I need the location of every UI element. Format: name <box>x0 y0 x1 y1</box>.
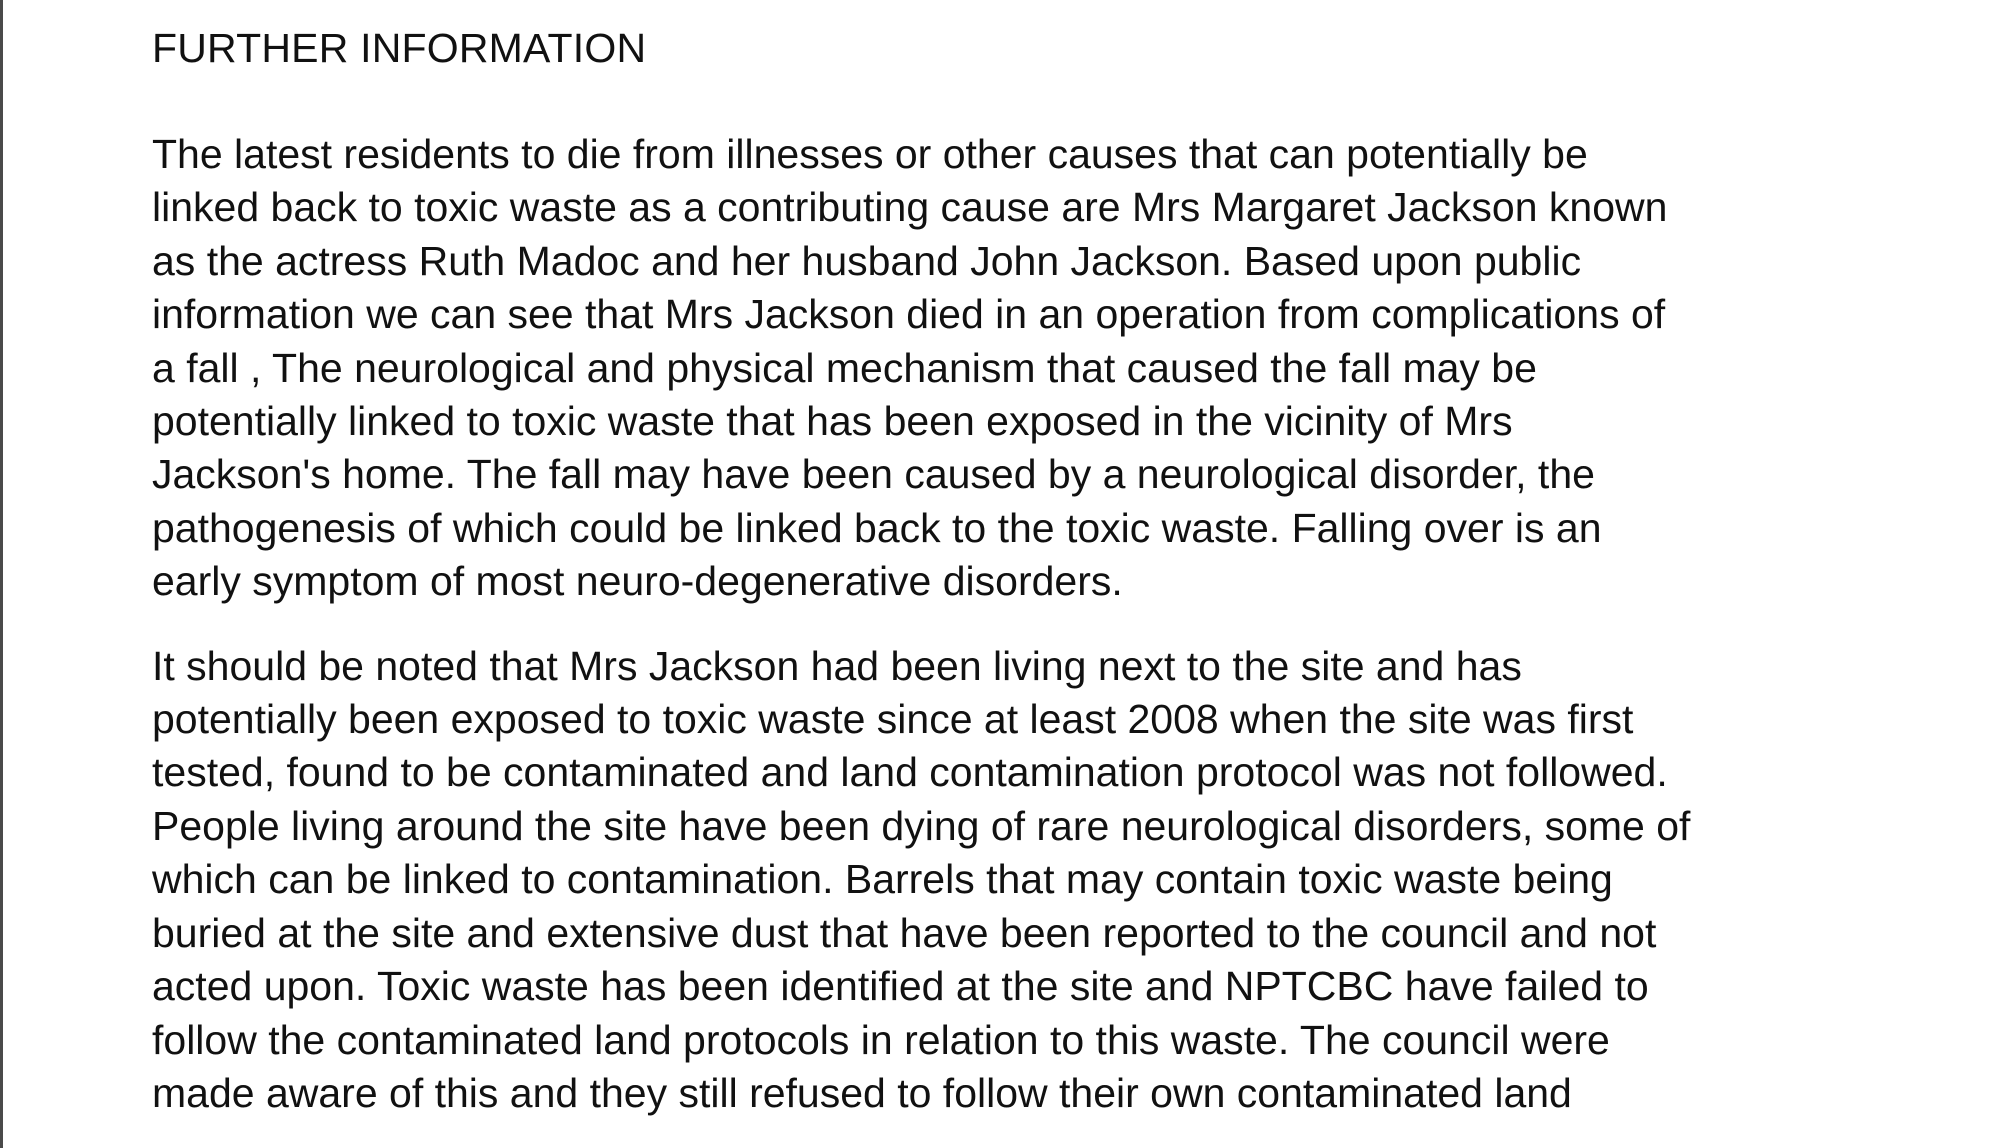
text-line: It should be noted that Mrs Jackson had been living next to the site and has <box>152 642 1522 689</box>
text-line: tested, found to be contaminated and land contamination protocol was not followed. <box>152 749 1668 796</box>
text-line: Jackson's home. The fall may have been caused by a neurological disorder, the <box>152 451 1595 498</box>
text-line: acted upon. Toxic waste has been identified at the site and NPTCBC have failed to <box>152 963 1649 1010</box>
text-line: potentially linked to toxic waste that has been exposed in the vicinity of Mrs <box>152 398 1513 445</box>
section-heading: FURTHER INFORMATION <box>152 25 647 71</box>
page-left-border <box>0 0 3 1148</box>
text-line: as the actress Ruth Madoc and her husband John Jackson. Based upon public <box>152 237 1582 284</box>
paragraph-1 <box>152 128 1982 609</box>
text-line: buried at the site and extensive dust that have been reported to the council and not <box>152 909 1657 956</box>
text-line: a fall , The neurological and physical mechanism that caused the fall may be <box>152 344 1537 391</box>
text-line: The latest residents to die from illnesses or other causes that can potentially be <box>152 131 1588 177</box>
text-line: information we can see that Mrs Jackson died in an operation from complications of <box>152 291 1666 338</box>
text-line: made aware of this and they still refused to follow their own contaminated land <box>152 1069 1572 1116</box>
document-page <box>152 22 1982 1120</box>
text-line: which can be linked to contamination. Barrels that may contain toxic waste being <box>152 856 1613 903</box>
text-line: linked back to toxic waste as a contributing cause are Mrs Margaret Jackson known <box>152 184 1668 231</box>
text-line: pathogenesis of which could be linked back to the toxic waste. Falling over is an <box>152 504 1602 551</box>
text-line: potentially been exposed to toxic waste since at least 2008 when the site was first <box>152 696 1634 743</box>
text-line: People living around the site have been dying of rare neurological disorders, some of <box>152 802 1691 849</box>
paragraph-2 <box>152 640 1982 1121</box>
text-line: follow the contaminated land protocols in relation to this waste. The council were <box>152 1016 1610 1063</box>
text-line: early symptom of most neuro-degenerative disorders. <box>152 558 1123 605</box>
